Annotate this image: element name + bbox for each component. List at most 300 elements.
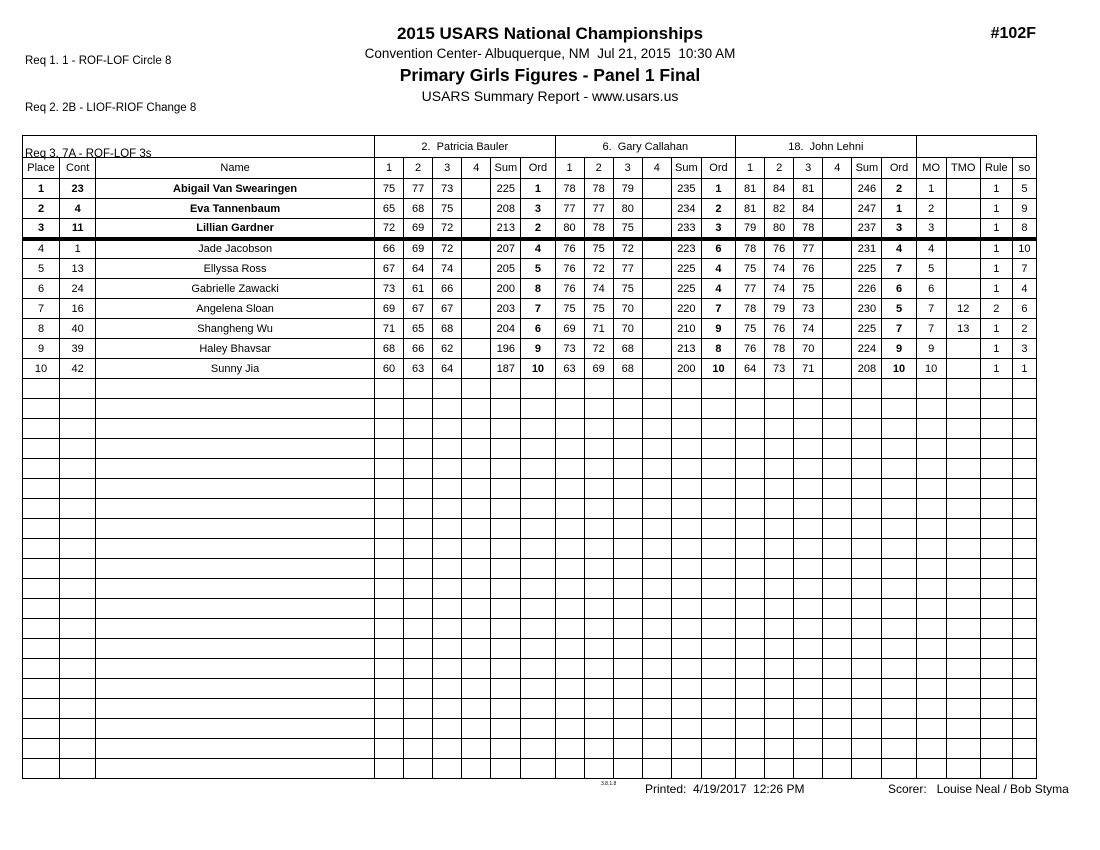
cell-score	[642, 599, 671, 619]
cell-ord	[882, 419, 916, 439]
cell-ord	[521, 639, 555, 659]
cell-score: 78	[736, 299, 765, 319]
cell-ord	[701, 459, 735, 479]
cell-score	[584, 419, 613, 439]
cell-score	[794, 619, 823, 639]
cell-score: 78	[555, 179, 584, 199]
cell-name	[96, 539, 375, 559]
cell-ord	[521, 699, 555, 719]
judge-header-cell: 2. Patricia Bauler	[374, 136, 555, 158]
cell-score	[642, 319, 671, 339]
cell-score	[462, 339, 491, 359]
cell-tmo	[946, 499, 980, 519]
header-score: 2	[584, 158, 613, 179]
cell-score: 73	[374, 279, 403, 299]
cell-tmo	[946, 459, 980, 479]
cell-ord	[882, 679, 916, 699]
cell-cont	[60, 559, 96, 579]
cell-score	[765, 479, 794, 499]
header-score: 1	[736, 158, 765, 179]
cell-score	[374, 759, 403, 779]
cell-sum	[671, 439, 701, 459]
cell-score	[462, 639, 491, 659]
cell-mo	[916, 519, 946, 539]
cell-score	[642, 339, 671, 359]
cell-tmo	[946, 379, 980, 399]
cell-score	[404, 399, 433, 419]
cell-tmo	[946, 519, 980, 539]
cell-score	[584, 459, 613, 479]
cell-cont: 11	[60, 219, 96, 239]
cell-ord: 4	[882, 239, 916, 259]
cell-sum	[852, 659, 882, 679]
cell-ord	[701, 399, 735, 419]
cell-score: 76	[555, 259, 584, 279]
cell-score	[823, 619, 852, 639]
cell-sum	[491, 479, 521, 499]
cell-ord	[521, 559, 555, 579]
cell-place	[23, 619, 60, 639]
cell-score	[642, 739, 671, 759]
cell-score	[555, 399, 584, 419]
cell-sum: 233	[671, 219, 701, 239]
cell-score	[794, 519, 823, 539]
table-row	[23, 299, 1037, 319]
cell-score: 79	[613, 179, 642, 199]
cell-ord: 2	[701, 199, 735, 219]
cell-name	[96, 459, 375, 479]
cell-score: 72	[584, 259, 613, 279]
cell-so	[1012, 399, 1036, 419]
cell-cont	[60, 579, 96, 599]
cell-mo	[916, 499, 946, 519]
cell-tmo	[946, 419, 980, 439]
cell-score	[642, 299, 671, 319]
cell-score	[642, 539, 671, 559]
cell-sum: 225	[852, 319, 882, 339]
cell-rule: 1	[980, 259, 1012, 279]
cell-score	[374, 639, 403, 659]
cell-score	[794, 599, 823, 619]
cell-ord	[882, 699, 916, 719]
cell-sum: 225	[671, 259, 701, 279]
cell-score: 67	[433, 299, 462, 319]
cell-score	[613, 479, 642, 499]
judges-row	[23, 136, 1037, 158]
cell-tmo	[946, 559, 980, 579]
table-row	[23, 239, 1037, 259]
cell-ord	[701, 739, 735, 759]
cell-score	[736, 459, 765, 479]
cell-score	[642, 699, 671, 719]
cell-sum	[671, 419, 701, 439]
cell-score	[555, 679, 584, 699]
cell-place: 10	[23, 359, 60, 379]
cell-ord	[701, 519, 735, 539]
cell-ord	[521, 439, 555, 459]
cell-ord	[521, 379, 555, 399]
cell-score	[584, 379, 613, 399]
cell-so	[1012, 739, 1036, 759]
cell-rule	[980, 419, 1012, 439]
cell-sum	[671, 539, 701, 559]
cell-cont	[60, 599, 96, 619]
cell-sum: 235	[671, 179, 701, 199]
cell-rule	[980, 459, 1012, 479]
cell-sum	[491, 499, 521, 519]
cell-score	[613, 519, 642, 539]
header-mo: MO	[916, 158, 946, 179]
cell-ord: 5	[521, 259, 555, 279]
cell-cont	[60, 719, 96, 739]
cell-score: 61	[404, 279, 433, 299]
cell-score: 60	[374, 359, 403, 379]
cell-score	[404, 759, 433, 779]
table-row	[23, 219, 1037, 239]
cell-so	[1012, 499, 1036, 519]
cell-so	[1012, 619, 1036, 639]
cell-so	[1012, 539, 1036, 559]
cell-score: 69	[374, 299, 403, 319]
cell-score	[823, 759, 852, 779]
cell-mo	[916, 439, 946, 459]
cell-sum: 226	[852, 279, 882, 299]
cell-cont: 16	[60, 299, 96, 319]
cell-score	[462, 459, 491, 479]
cell-score	[374, 479, 403, 499]
cell-so: 1	[1012, 359, 1036, 379]
cell-score: 72	[433, 239, 462, 259]
table-row	[23, 319, 1037, 339]
cell-score	[642, 479, 671, 499]
cell-score	[613, 679, 642, 699]
cell-so	[1012, 579, 1036, 599]
cell-score	[374, 439, 403, 459]
cell-score	[642, 399, 671, 419]
cell-score: 68	[613, 359, 642, 379]
cell-score: 77	[584, 199, 613, 219]
cell-score	[433, 459, 462, 479]
cell-tmo	[946, 179, 980, 199]
cell-ord	[882, 479, 916, 499]
empty-row	[23, 759, 1037, 779]
cell-score	[642, 679, 671, 699]
cell-score	[404, 739, 433, 759]
cell-ord: 4	[701, 279, 735, 299]
cell-score	[765, 379, 794, 399]
header-score: 4	[462, 158, 491, 179]
cell-ord	[882, 759, 916, 779]
cell-mo	[916, 659, 946, 679]
cell-score	[462, 739, 491, 759]
cell-score	[404, 699, 433, 719]
cell-sum: 225	[491, 179, 521, 199]
cell-cont	[60, 499, 96, 519]
cell-score	[642, 419, 671, 439]
cell-sum	[491, 419, 521, 439]
cell-sum: 200	[671, 359, 701, 379]
cell-cont	[60, 619, 96, 639]
cell-sum: 225	[852, 259, 882, 279]
cell-score	[584, 599, 613, 619]
cell-ord	[882, 459, 916, 479]
cell-sum: 225	[671, 279, 701, 299]
table-body	[23, 136, 1037, 779]
cell-sum	[852, 579, 882, 599]
cell-score	[555, 459, 584, 479]
cell-score	[462, 579, 491, 599]
cell-score	[765, 499, 794, 519]
cell-score	[462, 419, 491, 439]
cell-name: Angelena Sloan	[96, 299, 375, 319]
cell-place: 4	[23, 239, 60, 259]
cell-ord	[701, 619, 735, 639]
cell-ord	[521, 459, 555, 479]
cell-name	[96, 739, 375, 759]
cell-ord	[882, 539, 916, 559]
cell-sum	[671, 739, 701, 759]
cell-score	[584, 659, 613, 679]
cell-score: 74	[584, 279, 613, 299]
cell-ord	[521, 579, 555, 599]
cell-score	[642, 559, 671, 579]
cell-mo	[916, 739, 946, 759]
cell-score	[736, 499, 765, 519]
cell-tmo	[946, 619, 980, 639]
cell-score	[462, 379, 491, 399]
cell-score	[736, 539, 765, 559]
cell-score	[794, 479, 823, 499]
cell-place	[23, 439, 60, 459]
cell-ord: 9	[521, 339, 555, 359]
empty-row	[23, 719, 1037, 739]
cell-ord	[521, 539, 555, 559]
cell-score	[765, 639, 794, 659]
cell-cont	[60, 439, 96, 459]
cell-sum	[671, 719, 701, 739]
cell-rule: 2	[980, 299, 1012, 319]
cell-score: 69	[584, 359, 613, 379]
cell-cont	[60, 539, 96, 559]
cell-score	[374, 539, 403, 559]
cell-score	[765, 459, 794, 479]
cell-score: 64	[433, 359, 462, 379]
table-row	[23, 259, 1037, 279]
cell-mo: 7	[916, 299, 946, 319]
cell-score: 73	[433, 179, 462, 199]
cell-rule	[980, 479, 1012, 499]
cell-score	[765, 699, 794, 719]
cell-score	[555, 699, 584, 719]
header-score: Sum	[852, 158, 882, 179]
cell-rule	[980, 699, 1012, 719]
cell-score	[374, 679, 403, 699]
cell-score: 73	[794, 299, 823, 319]
cell-score	[584, 559, 613, 579]
cell-score	[823, 679, 852, 699]
cell-ord: 1	[882, 199, 916, 219]
cell-cont	[60, 379, 96, 399]
cell-mo	[916, 699, 946, 719]
cell-score	[555, 479, 584, 499]
cell-rule	[980, 759, 1012, 779]
cell-score: 80	[765, 219, 794, 239]
cell-score	[823, 719, 852, 739]
cell-score	[433, 399, 462, 419]
cell-score: 70	[794, 339, 823, 359]
cell-rule: 1	[980, 359, 1012, 379]
cell-sum	[852, 459, 882, 479]
cell-tmo	[946, 279, 980, 299]
cell-rule	[980, 619, 1012, 639]
cell-score: 74	[765, 279, 794, 299]
cell-score	[642, 259, 671, 279]
cell-name: Sunny Jia	[96, 359, 375, 379]
cell-rule	[980, 519, 1012, 539]
cell-score	[613, 559, 642, 579]
software-version: 3.8.1.8	[601, 781, 617, 787]
cell-score: 76	[794, 259, 823, 279]
cell-ord	[882, 579, 916, 599]
cell-score	[823, 499, 852, 519]
cell-score: 67	[374, 259, 403, 279]
cell-ord	[521, 499, 555, 519]
cell-so: 10	[1012, 239, 1036, 259]
cell-score	[433, 559, 462, 579]
cell-score	[823, 639, 852, 659]
cell-score: 71	[794, 359, 823, 379]
cell-score	[765, 559, 794, 579]
header-score: 1	[374, 158, 403, 179]
cell-score	[736, 479, 765, 499]
cell-sum	[491, 719, 521, 739]
cell-score	[433, 379, 462, 399]
cell-place	[23, 479, 60, 499]
cell-ord	[882, 619, 916, 639]
cell-score	[765, 719, 794, 739]
cell-score	[584, 499, 613, 519]
cell-score: 72	[433, 219, 462, 239]
cell-score	[374, 559, 403, 579]
cell-sum: 208	[852, 359, 882, 379]
cell-score	[613, 619, 642, 639]
header-score: 3	[433, 158, 462, 179]
cell-ord: 7	[521, 299, 555, 319]
cell-mo	[916, 399, 946, 419]
cell-rule	[980, 399, 1012, 419]
cell-sum: 213	[671, 339, 701, 359]
cell-sum: 196	[491, 339, 521, 359]
cell-tmo	[946, 679, 980, 699]
cell-score: 84	[765, 179, 794, 199]
cell-score: 78	[794, 219, 823, 239]
cell-tmo	[946, 639, 980, 659]
cell-rule	[980, 739, 1012, 759]
cell-score	[794, 559, 823, 579]
header-score: 4	[642, 158, 671, 179]
cell-place: 1	[23, 179, 60, 199]
cell-name: Jade Jacobson	[96, 239, 375, 259]
cell-ord	[882, 559, 916, 579]
cell-score	[736, 559, 765, 579]
cell-ord: 5	[882, 299, 916, 319]
table-row	[23, 199, 1037, 219]
cell-ord: 3	[882, 219, 916, 239]
cell-mo	[916, 559, 946, 579]
cell-so: 8	[1012, 219, 1036, 239]
cell-sum	[852, 479, 882, 499]
cell-score	[584, 479, 613, 499]
cell-sum: 234	[671, 199, 701, 219]
cell-ord	[701, 659, 735, 679]
cell-place: 7	[23, 299, 60, 319]
cell-tmo	[946, 659, 980, 679]
cell-place	[23, 739, 60, 759]
cell-sum: 208	[491, 199, 521, 219]
cell-score	[823, 559, 852, 579]
cell-sum	[671, 679, 701, 699]
empty-row	[23, 439, 1037, 459]
cell-score	[765, 739, 794, 759]
cell-sum	[491, 739, 521, 759]
cell-name	[96, 519, 375, 539]
cell-mo: 1	[916, 179, 946, 199]
cell-name	[96, 699, 375, 719]
cell-sum	[671, 379, 701, 399]
cell-ord	[521, 759, 555, 779]
cell-score	[433, 519, 462, 539]
cell-score	[374, 659, 403, 679]
results-table	[22, 135, 1037, 779]
cell-sum: 223	[671, 239, 701, 259]
cell-ord	[701, 579, 735, 599]
event-title: Primary Girls Figures - Panel 1 Final	[399, 65, 701, 85]
cell-score	[374, 619, 403, 639]
cell-ord	[521, 619, 555, 639]
header-ord: Ord	[882, 158, 916, 179]
cell-score: 71	[584, 319, 613, 339]
cell-score	[794, 379, 823, 399]
cell-score	[462, 259, 491, 279]
cell-sum	[491, 679, 521, 699]
empty-row	[23, 459, 1037, 479]
cell-score: 81	[736, 179, 765, 199]
cell-score	[462, 199, 491, 219]
cell-sum	[852, 559, 882, 579]
cell-mo	[916, 759, 946, 779]
cell-score: 75	[374, 179, 403, 199]
cell-score	[823, 259, 852, 279]
empty-row	[23, 559, 1037, 579]
cell-score	[794, 459, 823, 479]
cell-cont: 42	[60, 359, 96, 379]
cell-score	[374, 399, 403, 419]
cell-score	[433, 619, 462, 639]
cell-score	[404, 659, 433, 679]
cell-score	[765, 419, 794, 439]
cell-sum	[852, 519, 882, 539]
cell-score: 68	[404, 199, 433, 219]
cell-score: 78	[765, 339, 794, 359]
cell-score	[433, 739, 462, 759]
cell-ord	[882, 599, 916, 619]
cell-sum	[491, 759, 521, 779]
cell-name	[96, 599, 375, 619]
cell-sum	[491, 539, 521, 559]
cell-name	[96, 499, 375, 519]
header-score: Sum	[491, 158, 521, 179]
cell-cont: 13	[60, 259, 96, 279]
